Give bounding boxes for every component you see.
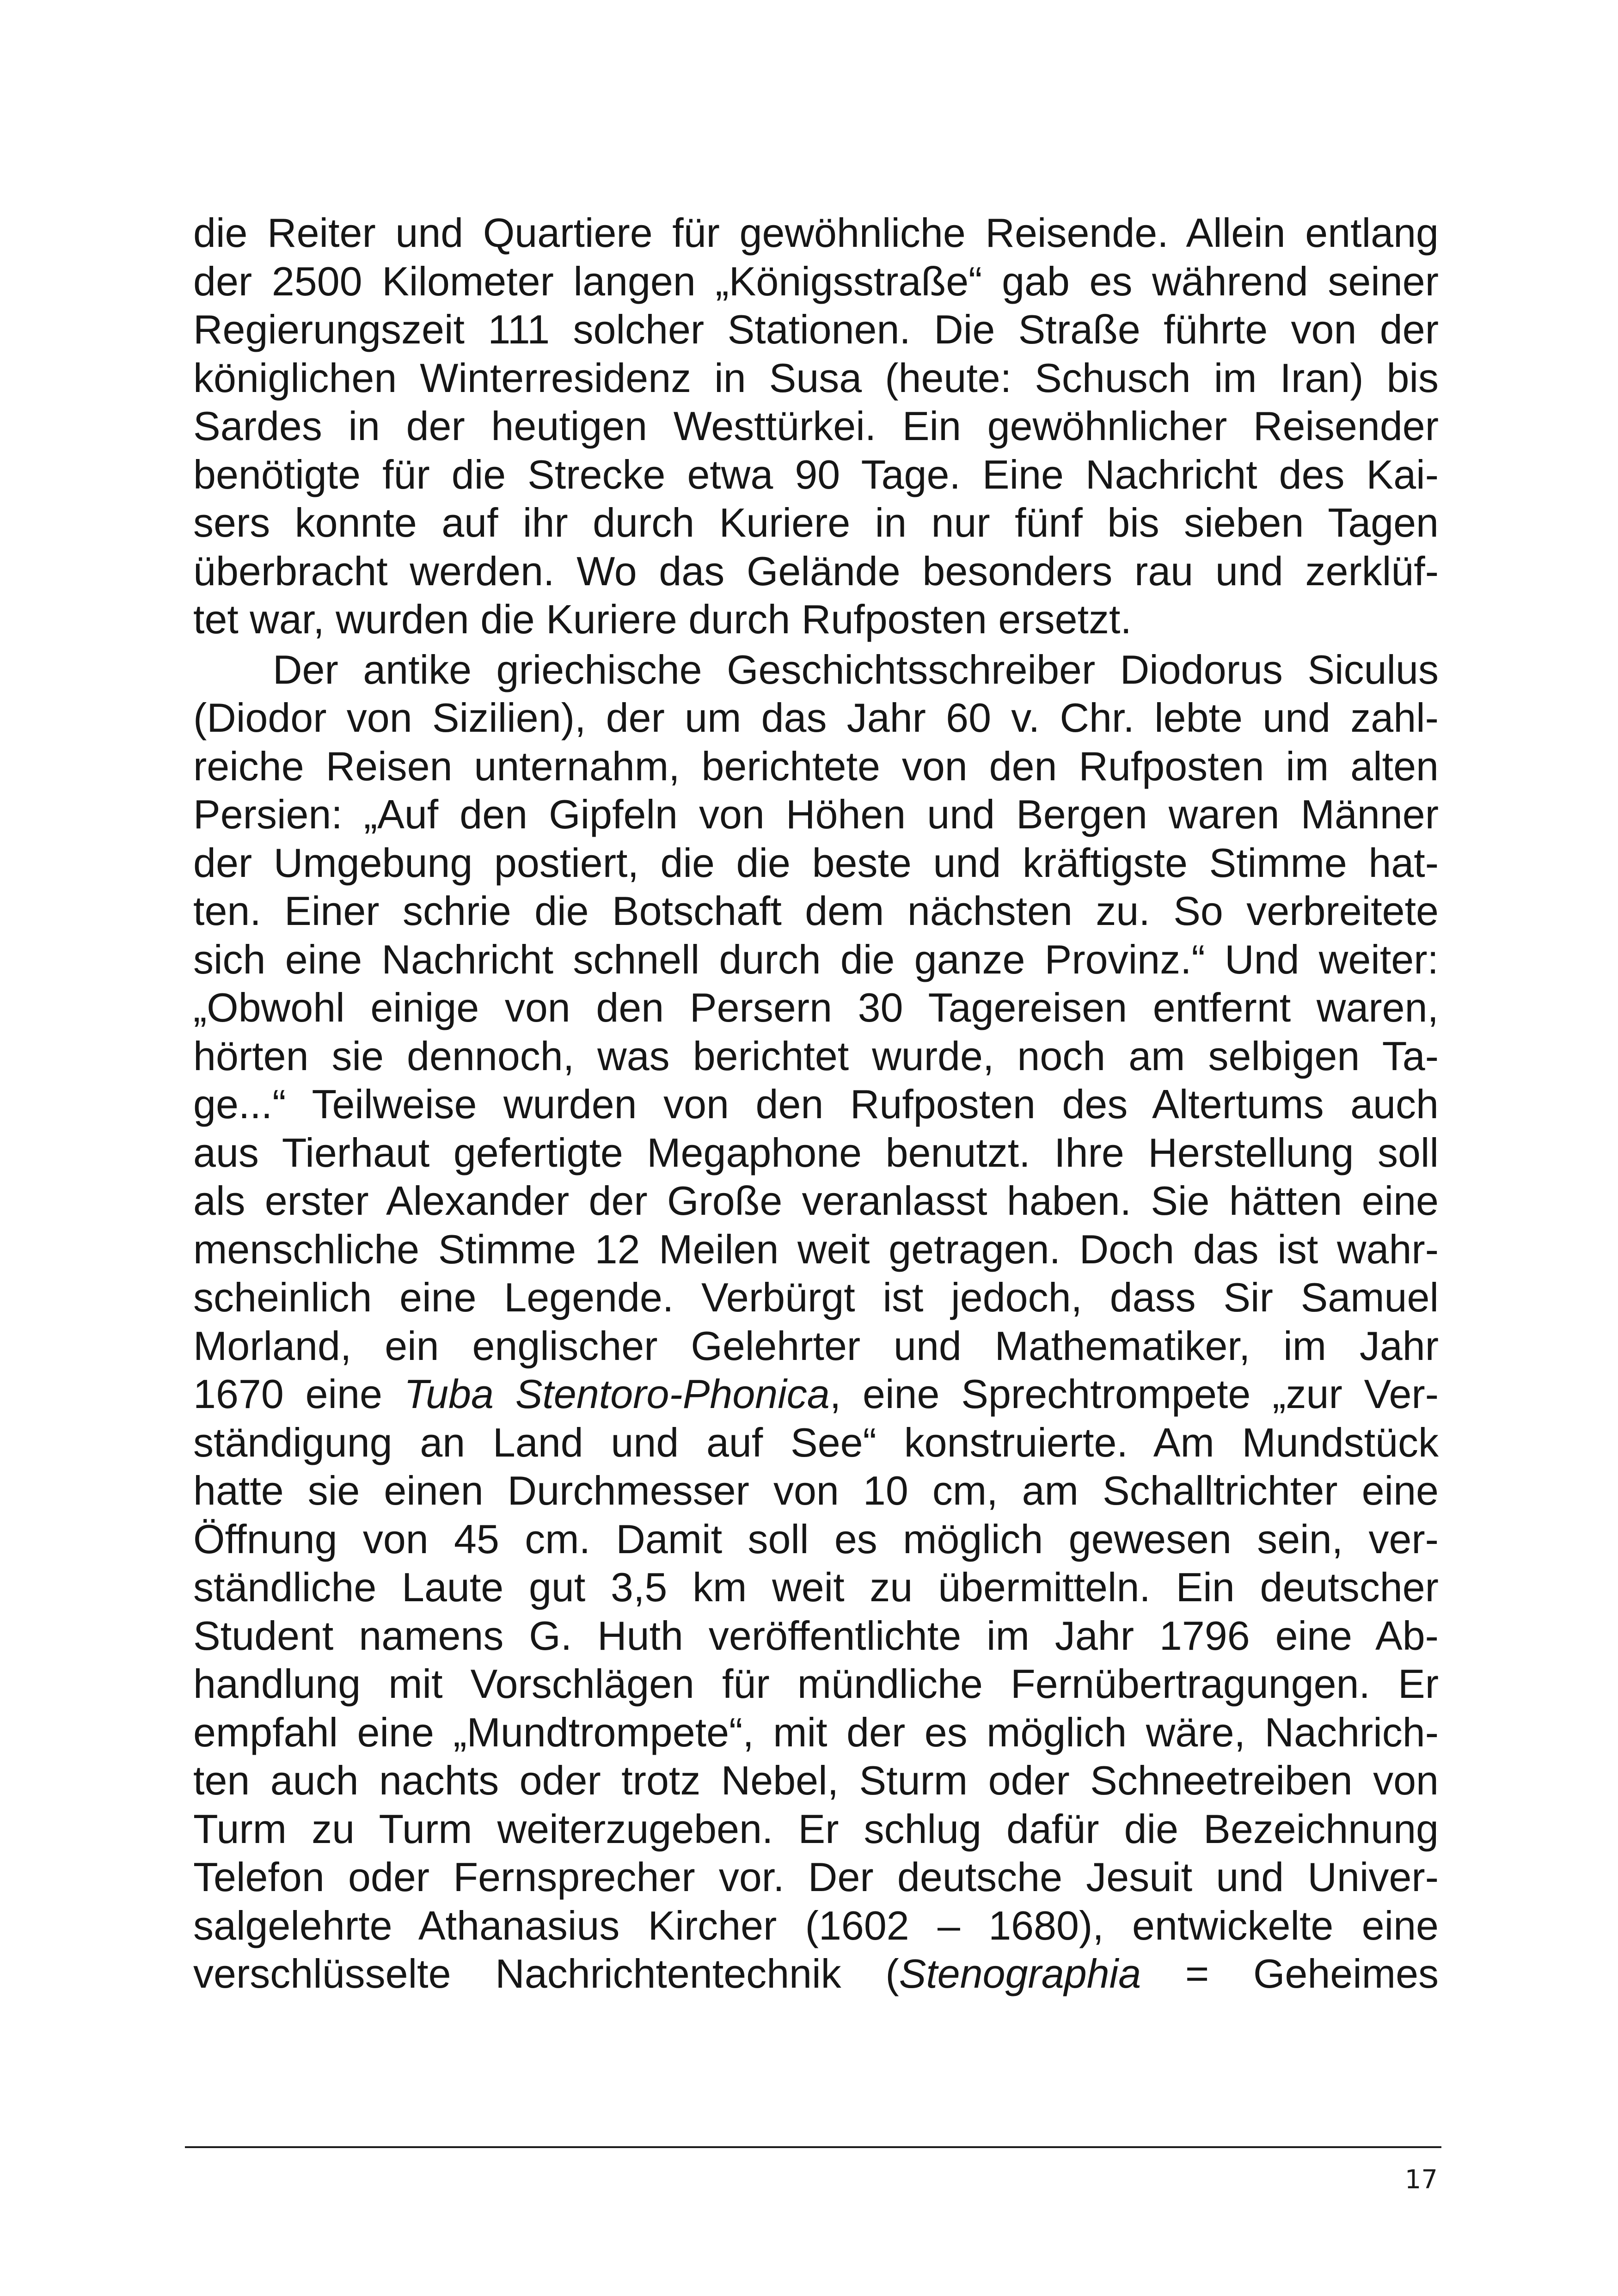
text-run: 1670 eine <box>193 1371 404 1417</box>
text-line: Telefon oder Fernsprecher vor. Der deutsche Jesuit und Univer- <box>193 1854 1439 1900</box>
italic-term: Stenographia <box>899 1951 1141 1996</box>
text-line: benötigte für die Strecke etwa 90 Tage. Eine Nachricht des Kai- <box>193 451 1439 497</box>
text-run: verschlüsselte Nachrichtentechnik ( <box>193 1951 899 1996</box>
text-line: salgelehrte Athanasius Kircher (1602 – 1680), entwickelte eine <box>193 1902 1439 1948</box>
text-line: sich eine Nachricht schnell durch die ganze Provinz.“ Und weiter: <box>193 936 1439 982</box>
text-line: aus Tierhaut gefertigte Megaphone benutzt. Ihre Herstellung soll <box>193 1129 1439 1176</box>
text-line: Der antike griechische Geschichtsschreiber Diodorus Siculus <box>273 646 1439 692</box>
text-line: „Obwohl einige von den Persern 30 Tagereisen entfernt waren, <box>193 985 1439 1030</box>
text-line: ständigung an Land und auf See“ konstruierte. Am Mundstück <box>193 1419 1439 1465</box>
text-line: Öffnung von 45 cm. Damit soll es möglich gewesen sein, ver- <box>193 1516 1439 1562</box>
text-line: ten auch nachts oder trotz Nebel, Sturm oder Schneetreiben von <box>193 1757 1439 1803</box>
text-line: königlichen Winterresidenz in Susa (heute: Schusch im Iran) bis <box>193 355 1439 401</box>
text-line: menschliche Stimme 12 Meilen weit getragen. Doch das ist wahr- <box>193 1226 1439 1272</box>
text-line: hatte sie einen Durchmesser von 10 cm, am Schalltrichter eine <box>193 1468 1439 1513</box>
page-number: 17 <box>1404 2165 1438 2195</box>
paragraph-1 <box>193 209 1439 644</box>
text-line: Turm zu Turm weiterzugeben. Er schlug dafür die Bezeichnung <box>193 1806 1439 1852</box>
text-line: als erster Alexander der Große veranlasst haben. Sie hätten eine <box>193 1178 1439 1224</box>
text-line: hörten sie dennoch, was berichtet wurde, noch am selbigen Ta- <box>193 1033 1439 1079</box>
footer-rule <box>185 2146 1441 2148</box>
text-line: Regierungszeit 111 solcher Stationen. Die Straße führte von der <box>193 306 1439 352</box>
text-run: = Geheimes <box>1141 1951 1439 1996</box>
body-text <box>193 209 1439 1998</box>
text-line: ten. Einer schrie die Botschaft dem nächsten zu. So verbreitete <box>193 888 1439 934</box>
text-run: , eine Sprechtrompete „zur Ver- <box>829 1371 1439 1417</box>
text-line: ge...“ Teilweise wurden von den Rufposten des Altertums auch <box>193 1081 1439 1127</box>
text-line: Morland, ein englischer Gelehrter und Mathematiker, im Jahr <box>193 1322 1439 1369</box>
text-line: handlung mit Vorschlägen für mündliche Fernübertragungen. Er <box>193 1661 1439 1707</box>
text-line: Student namens G. Huth veröffentlichte im Jahr 1796 eine Ab- <box>193 1612 1439 1659</box>
text-line: (Diodor von Sizilien), der um das Jahr 60 v. Chr. lebte und zahl- <box>193 695 1439 741</box>
text-line: Persien: „Auf den Gipfeln von Höhen und Bergen waren Männer <box>193 791 1439 837</box>
text-line: scheinlich eine Legende. Verbürgt ist jedoch, dass Sir Samuel <box>193 1274 1439 1320</box>
italic-term: Tuba Stentoro-Phonica <box>404 1371 830 1417</box>
text-line: die Reiter und Quartiere für gewöhnliche Reisende. Allein entlang <box>193 210 1439 256</box>
text-line: der Umgebung postiert, die die beste und kräftigste Stimme hat- <box>193 839 1439 886</box>
text-line: ständliche Laute gut 3,5 km weit zu übermitteln. Ein deutscher <box>193 1564 1439 1610</box>
text-line-with-italic <box>193 1950 1439 1998</box>
paragraph-2 <box>193 646 1439 1998</box>
text-line: Sardes in der heutigen Westtürkei. Ein gewöhnlicher Reisender <box>193 403 1439 449</box>
text-line: reiche Reisen unternahm, berichtete von den Rufposten im alten <box>193 743 1439 789</box>
text-line: tet war, wurden die Kuriere durch Rufposten ersetzt. <box>193 596 1132 642</box>
text-line: sers konnte auf ihr durch Kuriere in nur fünf bis sieben Tagen <box>193 500 1439 545</box>
text-line: empfahl eine „Mundtrompete“, mit der es möglich wäre, Nachrich- <box>193 1709 1439 1755</box>
text-line-with-italic <box>193 1370 1439 1419</box>
text-line: überbracht werden. Wo das Gelände besonders rau und zerklüf- <box>193 548 1439 594</box>
text-line: der 2500 Kilometer langen „Königsstraße“ gab es während seiner <box>193 258 1439 304</box>
